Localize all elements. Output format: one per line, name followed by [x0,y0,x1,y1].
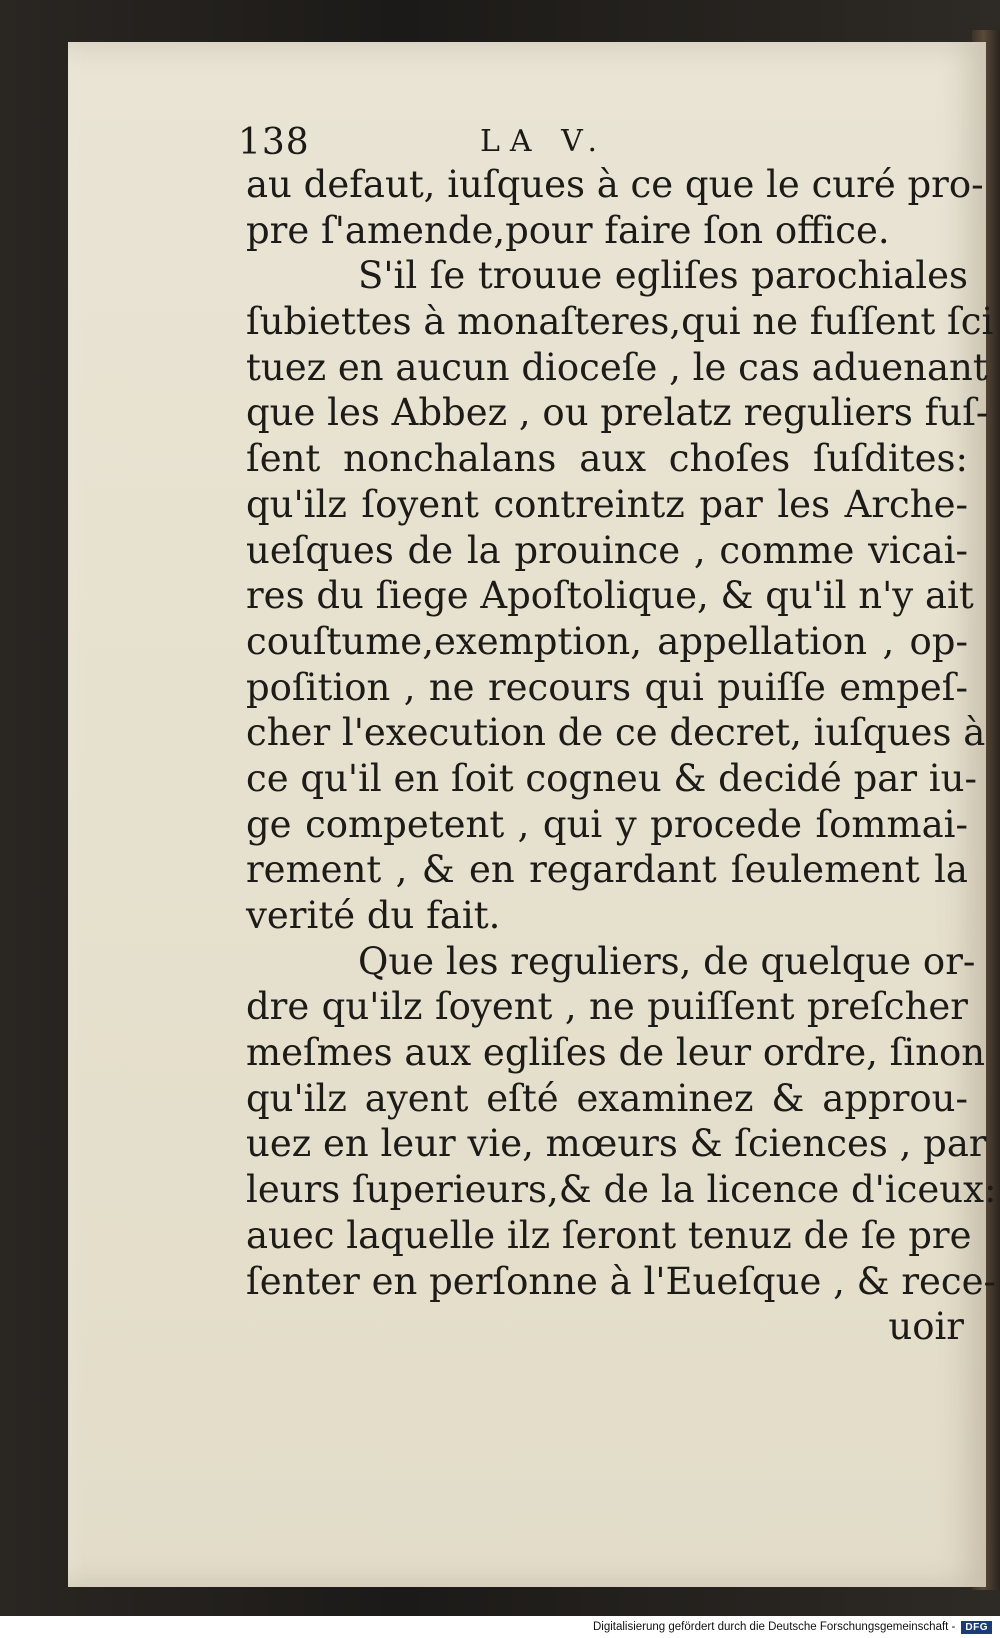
text-line: qu'ilz ayent eſté examinez & approu- [246,1076,968,1120]
text-line: leurs ſuperieurs,& de la licence d'iceux: [246,1168,997,1212]
text-line: pre ſ'amende,pour faire ſon office. [246,208,890,252]
text-line: ſenter en perſonne à l'Eueſque , & rece- [246,1259,997,1303]
text-line: que les Abbez , ou prelatz reguliers fuſ- [246,391,989,435]
text-line: poſition , ne recours qui puiſſe empeſ- [246,665,968,709]
text-line: ge competent , qui y procede ſommai- [246,802,968,846]
text-line: cher l'execution de ce decret, iuſques à [246,711,986,755]
text-line: res du ſiege Apoſtolique, & qu'il n'y ait [246,574,974,618]
text-line: couſtume,exemption, appellation , op- [246,619,968,663]
text-line: ce qu'il en ſoit cogneu & decidé par iu- [246,756,977,800]
catchword: uoir [888,1305,964,1349]
text-line: dre qu'ilz ſoyent , ne puiſſent preſcher [246,985,968,1029]
text-line: rement , & en regardant ſeulement la [246,848,968,892]
text-line: ſubiettes à monaſteres,qui ne fuſſent ſci [246,300,994,344]
text-line: qu'ilz ſoyent contreintz par les Arche- [246,482,968,526]
text-line: uez en leur vie, mœurs & ſciences , par [246,1122,987,1166]
text-line: S'il ſe trouue egliſes parochiales [358,254,968,298]
text-line: auec laquelle ilz ſeront tenuz de ſe pre [246,1213,972,1257]
footer-bar [0,1616,1000,1638]
text-line: Que les reguliers, de quelque or- [358,939,976,983]
book-page [68,42,997,1587]
text-line: au defaut, iuſques à ce que le curé pro- [246,163,984,206]
text-line: verité du fait. [246,894,501,937]
dfg-logo-icon: DFG [961,1621,992,1634]
running-head: LA V. [480,124,608,159]
text-block [246,162,997,1350]
text-line: ſent nonchalans aux choſes ſuſdites: [246,437,968,481]
page-number: 138 [238,122,310,163]
text-line: ueſques de la prouince , comme vicai- [246,528,968,572]
footer-credit: Digitalisierung gefördert durch die Deutsche Forschungsgemeinschaft - [592,1621,956,1633]
text-line: tuez en aucun dioceſe , le cas aduenant [246,345,988,389]
text-line: meſmes aux egliſes de leur ordre, ſinon [246,1031,986,1075]
